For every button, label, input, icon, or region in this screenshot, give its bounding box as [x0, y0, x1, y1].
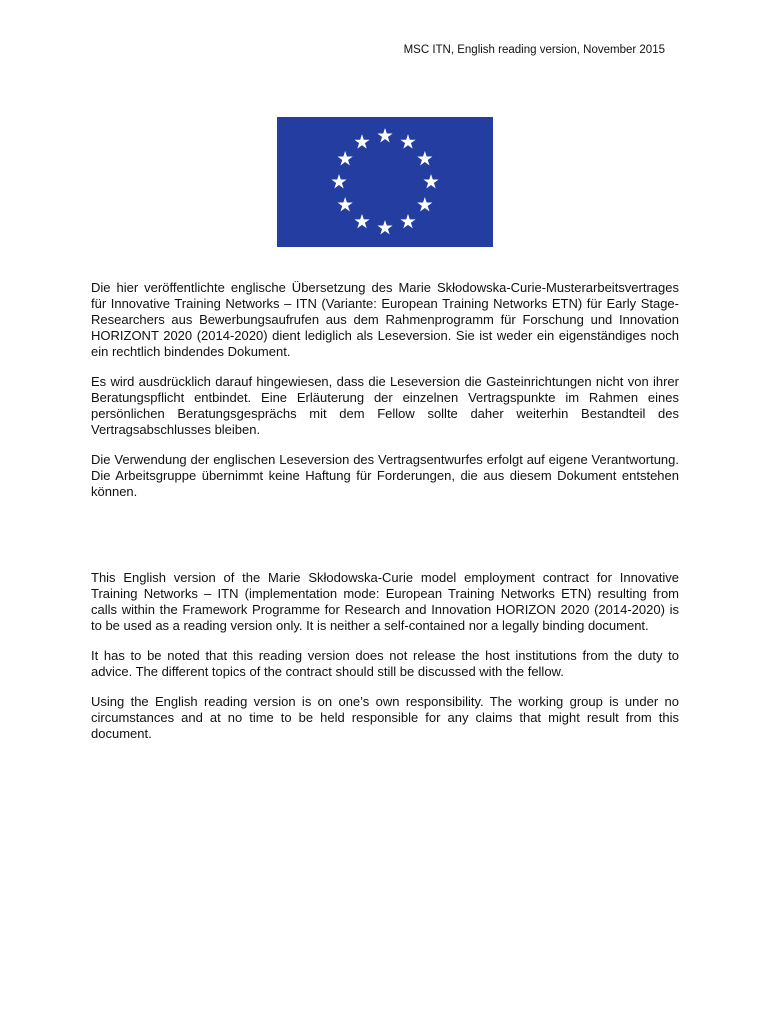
english-paragraph-2: It has to be noted that this reading version does not release the host institutions from the duty to advice. The different topics of the contract should still be discussed with the fellow.	[91, 648, 679, 679]
english-paragraph-1: This English version of the Marie Skłodowska-Curie model employment contract for Innovative Training Networks – ITN (implementation mode: European Training Networks ETN) resulting from calls within the Framework Programme for Research and Innovation HORIZON 2020 (2014-2020) is to be used as a reading version only. It is neither a self-contained nor a legally binding document.	[91, 570, 679, 633]
german-paragraph-2: Es wird ausdrücklich darauf hingewiesen, dass die Leseversion die Gasteinrichtungen nicht von ihrer Beratungspflicht entbindet. Eine Erläuterung der einzelnen Vertragspunkte im Rahmen eines persönlichen Beratungsgesprächs mit dem Fellow sollte daher weiterhin Bestandteil des Vertragsabschlusses bleiben.	[91, 374, 679, 437]
english-disclaimer	[91, 570, 679, 756]
german-disclaimer	[91, 280, 679, 514]
eu-flag-icon	[277, 117, 493, 247]
english-paragraph-3: Using the English reading version is on one’s own responsibility. The working group is under no circumstances and at no time to be held responsible for any claims that might result from this document.	[91, 694, 679, 741]
header-note: MSC ITN, English reading version, November 2015	[403, 44, 665, 56]
german-paragraph-3: Die Verwendung der englischen Leseversion des Vertragsentwurfes erfolgt auf eigene Verantwortung. Die Arbeitsgruppe übernimmt keine Haftung für Forderungen, die aus diesem Dokument entstehen können.	[91, 452, 679, 499]
german-paragraph-1: Die hier veröffentlichte englische Übersetzung des Marie Skłodowska-Curie-Musterarbeitsvertrages für Innovative Training Networks – ITN (Variante: European Training Networks ETN) für Early Stage-Researchers aus Bewerbungsaufrufen aus dem Rahmenprogramm für Forschung und Innovation HORIZONT 2020 (2014-2020) dient lediglich als Leseversion. Sie ist weder ein eigenständiges noch ein rechtlich bindendes Dokument.	[91, 280, 679, 359]
